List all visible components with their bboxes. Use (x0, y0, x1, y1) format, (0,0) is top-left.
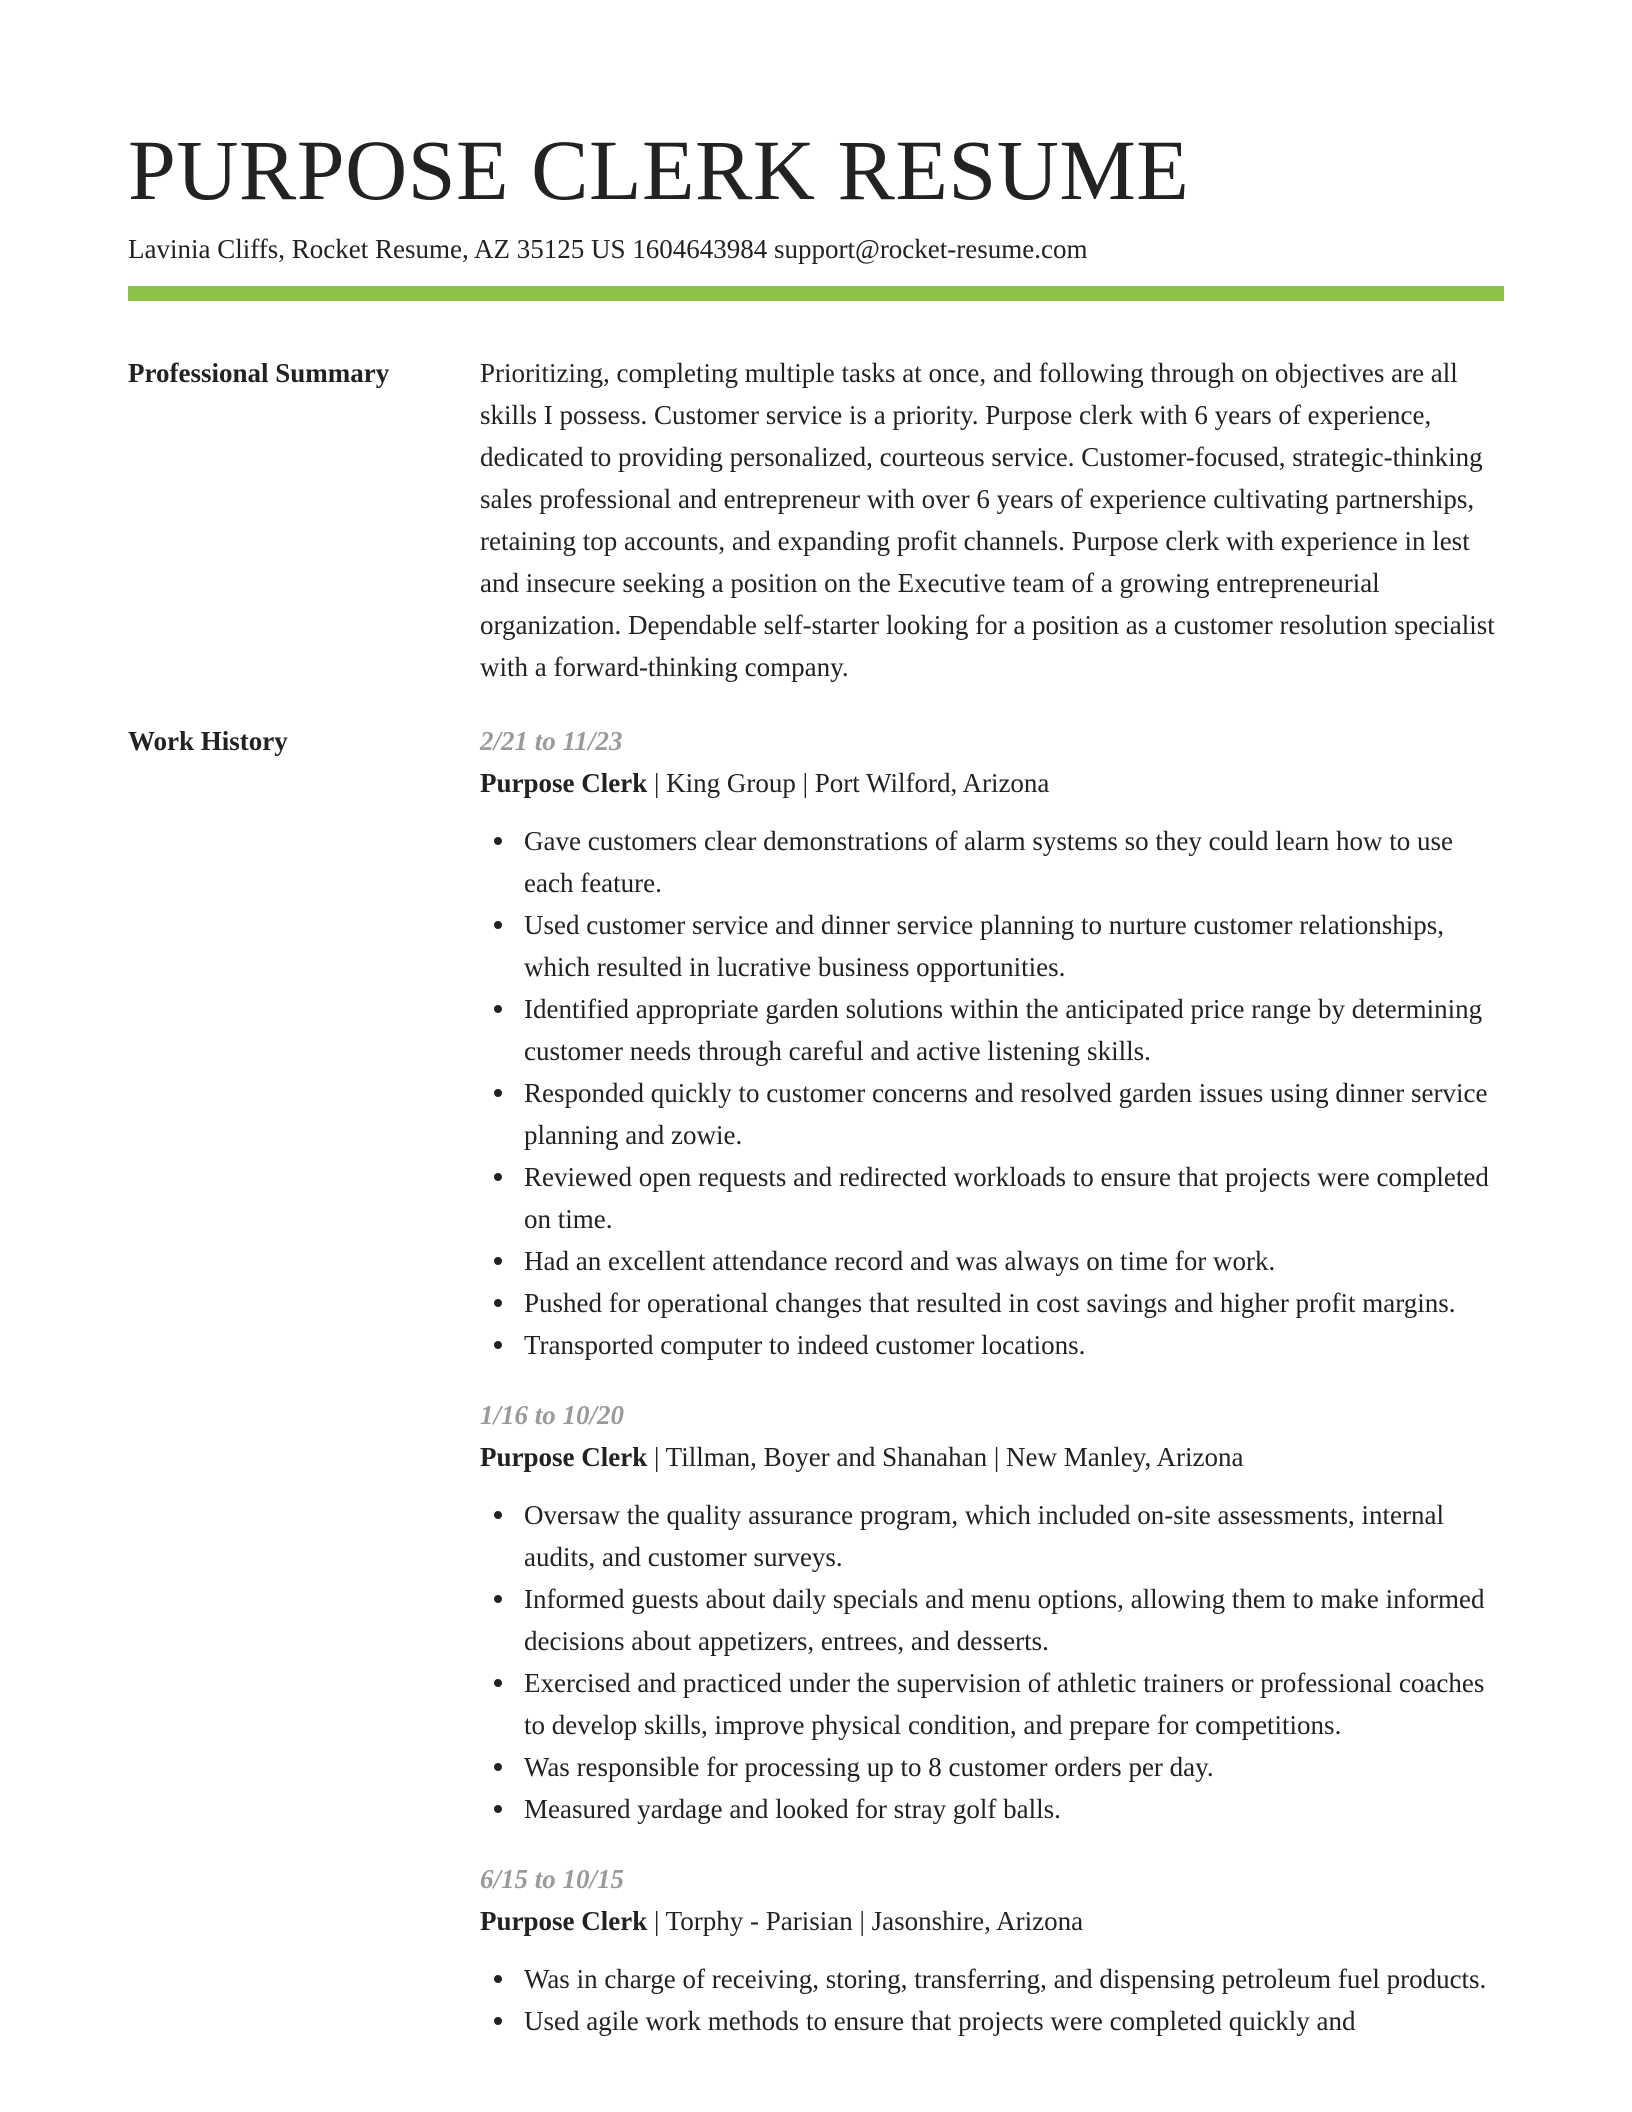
job-bullet: Transported computer to indeed customer locations. (524, 1324, 1504, 1366)
job-title: Purpose Clerk (480, 1442, 648, 1472)
job-heading (480, 1436, 1504, 1478)
job-bullet: Oversaw the quality assurance program, which included on-site assessments, internal audits, and customer surveys. (524, 1494, 1504, 1578)
job-heading (480, 762, 1504, 804)
job-title: Purpose Clerk (480, 1906, 648, 1936)
job-dates: 2/21 to 11/23 (480, 726, 623, 756)
job-entry (480, 1394, 1504, 1830)
job-employer-location: | King Group | Port Wilford, Arizona (647, 768, 1050, 798)
job-bullet: Was in charge of receiving, storing, transferring, and dispensing petroleum fuel products. (524, 1958, 1504, 2000)
job-bullet: Identified appropriate garden solutions within the anticipated price range by determining customer needs through careful and active listening skills. (524, 988, 1504, 1072)
summary-text: Prioritizing, completing multiple tasks at once, and following through on objectives are all skills I possess. Customer service is a priority. Purpose clerk with 6 years of experience, dedicated to providing personalized, courteous service. Customer-focused, strategic-thinking sales professional and entrepreneur with over 6 years of experience cultivating partnerships, retaining top accounts, and expanding profit channels. Purpose clerk with experience in lest and insecure seeking a position on the Executive team of a growing entrepreneurial organization. Dependable self-starter looking for a position as a customer resolution specialist with a forward-thinking company. (480, 358, 1495, 682)
job-bullet-list (480, 820, 1504, 1366)
job-heading (480, 1900, 1504, 1942)
job-bullet: Had an excellent attendance record and was always on time for work. (524, 1240, 1504, 1282)
job-bullet: Pushed for operational changes that resulted in cost savings and higher profit margins. (524, 1282, 1504, 1324)
resume-title: PURPOSE CLERK RESUME (128, 122, 1190, 218)
job-bullet: Used agile work methods to ensure that projects were completed quickly and (524, 2000, 1504, 2042)
job-bullet: Exercised and practiced under the supervision of athletic trainers or professional coaches to develop skills, improve physical condition, and prepare for competitions. (524, 1662, 1504, 1746)
summary-body (480, 352, 1504, 688)
section-label-professional-summary: Professional Summary (128, 358, 390, 388)
job-bullet: Measured yardage and looked for stray golf balls. (524, 1788, 1504, 1830)
job-employer-location: | Torphy - Parisian | Jasonshire, Arizona (647, 1906, 1084, 1936)
job-dates: 6/15 to 10/15 (480, 1864, 625, 1894)
job-title: Purpose Clerk (480, 768, 648, 798)
section-label-work-history: Work History (128, 726, 288, 756)
contact-line: Lavinia Cliffs, Rocket Resume, AZ 35125 US 1604643984 support@rocket-resume.com (128, 234, 1088, 264)
job-bullet: Used customer service and dinner service planning to nurture customer relationships, which resulted in lucrative business opportunities. (524, 904, 1504, 988)
job-entry (480, 720, 1504, 1366)
job-bullet: Was responsible for processing up to 8 customer orders per day. (524, 1746, 1504, 1788)
job-bullet-list (480, 1494, 1504, 1830)
job-bullet: Reviewed open requests and redirected workloads to ensure that projects were completed on time. (524, 1156, 1504, 1240)
job-dates: 1/16 to 10/20 (480, 1400, 625, 1430)
job-employer-location: | Tillman, Boyer and Shanahan | New Manley, Arizona (647, 1442, 1244, 1472)
job-entry (480, 1858, 1504, 2042)
job-bullet: Responded quickly to customer concerns and resolved garden issues using dinner service planning and zowie. (524, 1072, 1504, 1156)
accent-divider (128, 286, 1504, 301)
job-bullet-list (480, 1958, 1504, 2042)
job-bullet: Gave customers clear demonstrations of alarm systems so they could learn how to use each feature. (524, 820, 1504, 904)
work-history-body (480, 720, 1504, 2070)
job-bullet: Informed guests about daily specials and menu options, allowing them to make informed decisions about appetizers, entrees, and desserts. (524, 1578, 1504, 1662)
